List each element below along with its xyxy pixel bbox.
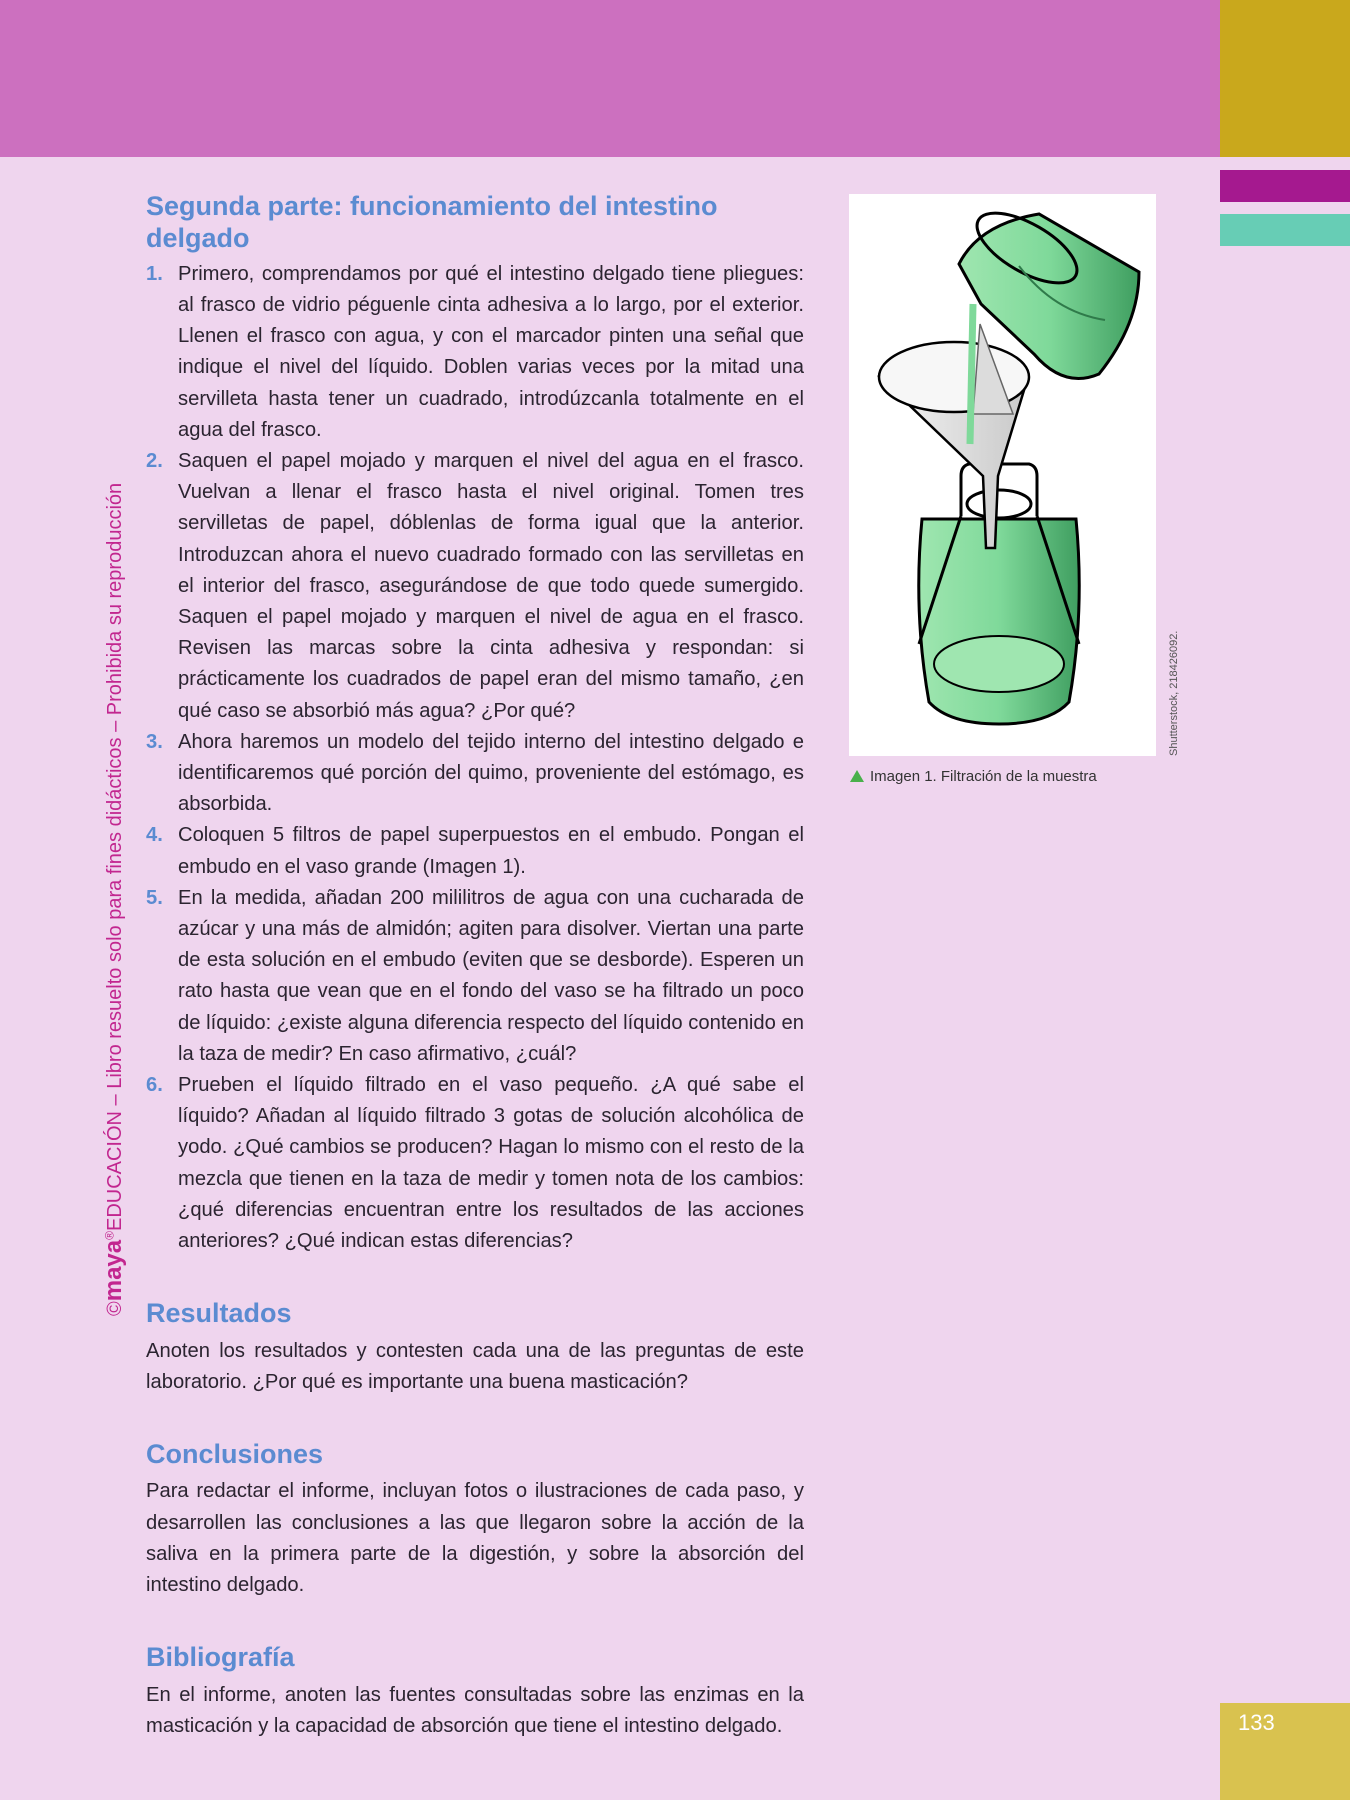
step-text: En la medida, añadan 200 mililitros de agua con una cucharada de azúcar y una más de almidón; agiten para disolver. Viertan una parte de esta solución en el embudo (eviten que se desborde). Esperen un rato hasta que vean que en el fondo del vaso se ha filtrado un poco de líquido: ¿existe alguna diferencia respecto del líquido contenido en la taza de medir? En caso afirmativo, ¿cuál? <box>178 886 804 1065</box>
results-text: Anoten los resultados y contesten cada una de las preguntas de este laboratorio. ¿Por qué es importante una buena masticación? <box>146 1339 804 1393</box>
filtration-diagram <box>849 194 1156 756</box>
results-section <box>146 1297 804 1398</box>
step-item <box>146 727 804 821</box>
step-number: 6. <box>146 1074 163 1097</box>
triangle-bullet-icon <box>850 770 864 782</box>
filtration-illustration <box>849 194 1156 756</box>
registered-mark: ® <box>102 1231 117 1240</box>
conclusions-section <box>146 1438 804 1601</box>
figure-caption <box>850 768 1097 785</box>
step-text: Primero, comprendamos por qué el intestino delgado tiene pliegues: al frasco de vidrio péguenle cinta adhesiva a lo largo, por el exterior. Llenen el frasco con agua, y con el marcador pinten una señal que indique el nivel del líquido. Doblen varias veces por la mitad una servilleta hasta tener un cuadrado, introdúzcanla totalmente en el agua del frasco. <box>178 262 804 441</box>
step-number: 1. <box>146 262 163 285</box>
step-item <box>146 259 804 446</box>
header-band <box>0 0 1220 157</box>
copyright-symbol: © <box>104 1301 126 1316</box>
step-number: 5. <box>146 886 163 909</box>
vertical-copyright-note <box>100 483 128 1316</box>
step-item <box>146 820 804 882</box>
copyright-text: EDUCACIÓN – Libro resuelto solo para fines didácticos – Prohibida su reproducción <box>104 482 126 1232</box>
image-credit: Shutterstock, 218426092. <box>1168 630 1180 756</box>
bibliography-section <box>146 1641 804 1742</box>
caption-text: Imagen 1. Filtración de la muestra <box>870 768 1097 785</box>
step-text: Coloquen 5 filtros de papel superpuestos en el embudo. Pongan el embudo en el vaso grande (Imagen 1). <box>178 824 804 878</box>
main-content <box>146 190 804 1742</box>
step-item <box>146 883 804 1070</box>
results-title: Resultados <box>146 1298 292 1329</box>
step-number: 3. <box>146 730 163 753</box>
section-tab-magenta <box>1220 170 1350 202</box>
step-number: 4. <box>146 824 163 847</box>
erlenmeyer-flask <box>919 464 1079 724</box>
step-item <box>146 1070 804 1257</box>
header-corner-block <box>1220 0 1350 157</box>
bibliography-text: En el informe, anoten las fuentes consultadas sobre las enzimas en la masticación y la capacidad de absorción que tiene el intestino delgado. <box>146 1683 804 1737</box>
procedure-steps <box>146 259 804 1258</box>
page-number: 133 <box>1238 1710 1275 1735</box>
step-text: Saquen el papel mojado y marquen el nivel del agua en el frasco. Vuelvan a llenar el frasco hasta el nivel original. Tomen tres servilletas de papel, dóblenlas de forma igual que la anterior. Introduzcan ahora el nuevo cuadrado formado con las servilletas en el interior del frasco, asegurándose de que todo quede sumergido. Saquen el papel mojado y marquen el nivel de agua en el frasco. Revisen las marcas sobre la cinta adhesiva y respondan: si prácticamente los cuadrados de papel eran del mismo tamaño, ¿en qué caso se absorbió más agua? ¿Por qué? <box>178 450 804 722</box>
conclusions-text: Para redactar el informe, incluyan fotos o ilustraciones de cada paso, y desarrollen las conclusiones a las que llegaron sobre la acción de la saliva en la primera parte de la digestión, y sobre la absorción del intestino delgado. <box>146 1480 804 1597</box>
section-tab-teal <box>1220 214 1350 246</box>
step-text: Prueben el líquido filtrado en el vaso pequeño. ¿A qué sabe el líquido? Añadan al líquido filtrado 3 gotas de solución alcohólica de yodo. ¿Qué cambios se producen? Hagan lo mismo con el resto de la mezcla que tienen en la taza de medir y tomen nota de los cambios: ¿qué diferencias encuentran entre los resultados de las acciones anteriores? ¿Qué indican estas diferencias? <box>178 1074 804 1253</box>
step-item <box>146 446 804 727</box>
conclusions-title: Conclusiones <box>146 1439 324 1470</box>
section-title: Segunda parte: funcionamiento del intestino delgado <box>146 191 718 254</box>
brand-name: maya <box>100 1239 127 1302</box>
step-text: Ahora haremos un modelo del tejido interno del intestino delgado e identificaremos qué porción del quimo, proveniente del estómago, es absorbida. <box>178 730 804 816</box>
step-number: 2. <box>146 450 163 472</box>
bibliography-title: Bibliografía <box>146 1642 295 1673</box>
